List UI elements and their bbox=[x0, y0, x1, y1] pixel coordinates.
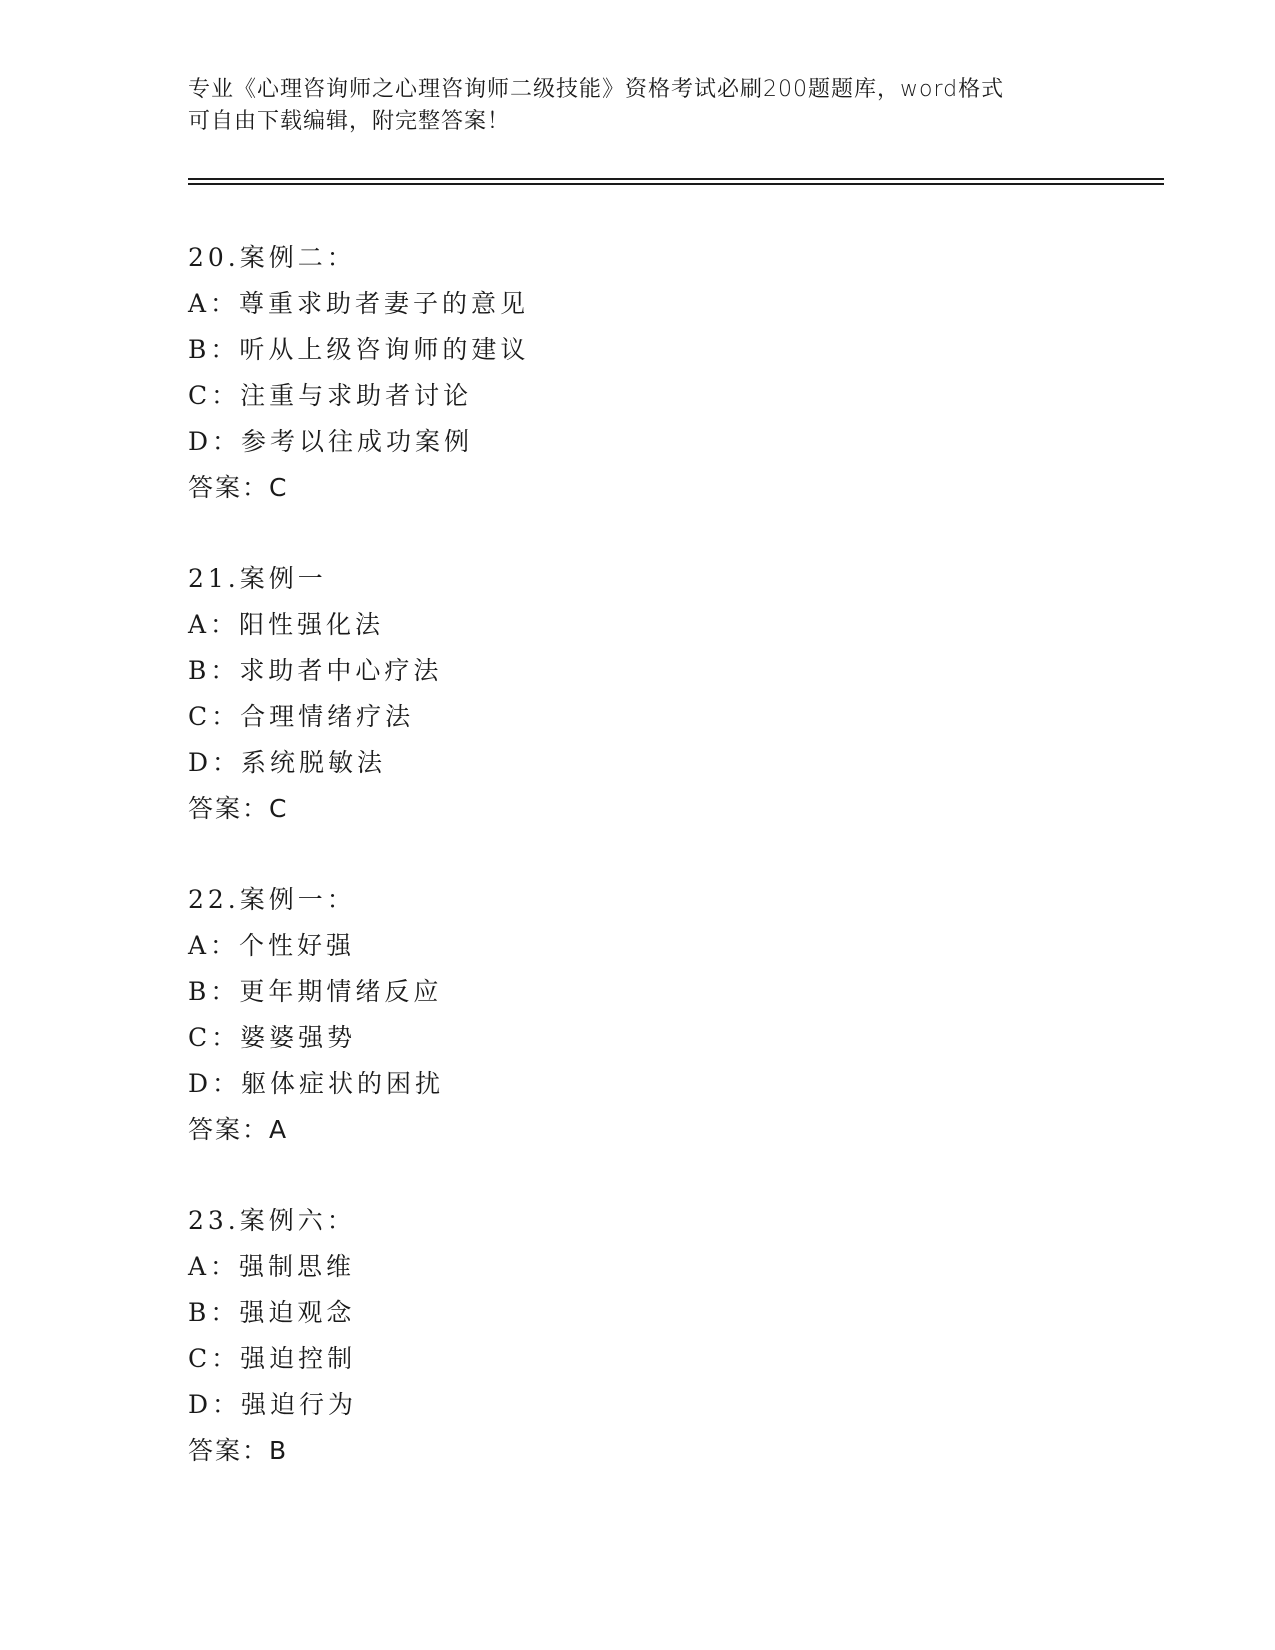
option-d: D：强迫行为 bbox=[188, 1390, 358, 1419]
option-b: B：更年期情绪反应 bbox=[188, 977, 443, 1006]
header-line-1: 专业《心理咨询师之心理咨询师二级技能》资格考试必刷200题题库，word格式 bbox=[188, 77, 1005, 102]
question-block-23 bbox=[188, 1198, 1088, 1474]
option-c: C：婆婆强势 bbox=[188, 1023, 357, 1052]
question-block-22 bbox=[188, 877, 1088, 1153]
option-b: B：听从上级咨询师的建议 bbox=[188, 335, 530, 364]
question-title: 23.案例六： bbox=[188, 1206, 356, 1235]
option-a: A：个性好强 bbox=[188, 931, 356, 960]
option-a: A：阳性强化法 bbox=[188, 610, 385, 639]
document-header bbox=[188, 74, 1088, 138]
option-b: B：求助者中心疗法 bbox=[188, 656, 443, 685]
option-d: D：参考以往成功案例 bbox=[188, 427, 474, 456]
option-d: D：系统脱敏法 bbox=[188, 748, 387, 777]
option-c: C：合理情绪疗法 bbox=[188, 702, 415, 731]
header-divider-top bbox=[188, 178, 1164, 180]
option-a: A：强制思维 bbox=[188, 1252, 356, 1281]
option-c: C：注重与求助者讨论 bbox=[188, 381, 473, 410]
header-divider-bottom bbox=[188, 183, 1164, 185]
option-b: B：强迫观念 bbox=[188, 1298, 356, 1327]
answer-line: 答案：C bbox=[188, 794, 289, 823]
option-a: A：尊重求助者妻子的意见 bbox=[188, 289, 530, 318]
question-block-20 bbox=[188, 235, 1088, 511]
question-title: 20.案例二： bbox=[188, 243, 356, 272]
answer-line: 答案：B bbox=[188, 1436, 289, 1465]
option-c: C：强迫控制 bbox=[188, 1344, 357, 1373]
answer-line: 答案：A bbox=[188, 1115, 289, 1144]
question-title: 22.案例一： bbox=[188, 885, 356, 914]
answer-line: 答案：C bbox=[188, 473, 289, 502]
option-d: D：躯体症状的困扰 bbox=[188, 1069, 445, 1098]
header-line-2: 可自由下载编辑，附完整答案！ bbox=[188, 109, 511, 134]
question-block-21 bbox=[188, 556, 1088, 832]
question-title: 21.案例一 bbox=[188, 564, 327, 593]
